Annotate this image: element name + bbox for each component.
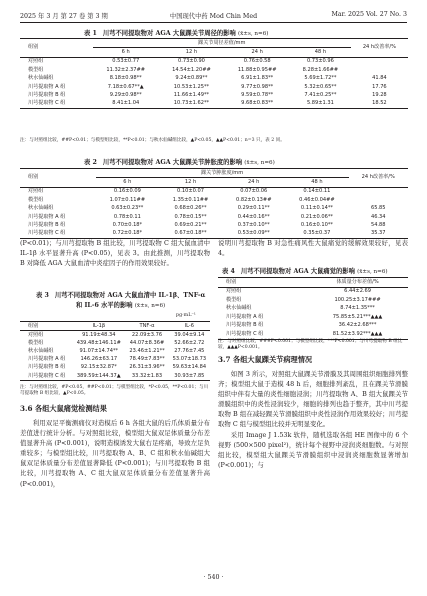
table2-col-48h: 48 h (311, 179, 323, 186)
row-improvement-rate (349, 187, 409, 196)
row-value: 0.16±0.09 (113, 188, 141, 195)
row-value: 0.78±0.11 (113, 213, 141, 220)
table3-col-tnfa: TNF-α (139, 322, 155, 329)
row-value: 0.37±0.10** (237, 221, 270, 228)
row-value: 439.48±146.11# (76, 339, 121, 346)
row-group-name: 川芎提取物 C 组 (226, 330, 264, 337)
table4-col-group: 组别 (226, 278, 237, 285)
table-row (20, 356, 210, 364)
row-value: 0.63±0.23** (111, 205, 144, 212)
row-group-name: 模型组 (28, 339, 44, 346)
row-group-name: 对照组 (28, 188, 44, 195)
row-group-name: 秋水仙碱组 (28, 348, 54, 355)
table-row (218, 296, 408, 305)
row-value: 5.32±0.65** (304, 83, 337, 90)
table4-title: 川芎不同提取物对 AGA 大鼠痛觉的影响 (240, 268, 355, 275)
row-value: 36.42±2.68*** (338, 322, 377, 329)
table-row (218, 322, 408, 331)
row-value: 7.41±0.25** (304, 91, 337, 98)
row-value: 0.21±0.06** (300, 213, 333, 220)
row-group-name: 川芎提取物 A 组 (28, 83, 66, 90)
section-3-7-title: 3.7 各组大鼠踝关节病理情况 (218, 355, 313, 364)
row-value: 11.66±1.49** (173, 91, 210, 98)
row-value: 52.66±2.72 (174, 339, 205, 346)
table2 (20, 168, 408, 239)
table4-caption (222, 266, 388, 275)
right-col-para1: 说明川芎提取物 B 对急性痛风性大鼠痛觉的缓解效果较好，见表 4。 (218, 239, 408, 258)
row-value: 9.59±0.78** (241, 91, 274, 98)
row-value: 53.07±18.73 (172, 356, 207, 363)
row-group-name: 对照组 (226, 288, 242, 295)
row-value: 0.82±0.13## (235, 196, 272, 203)
row-group-name: 秋水仙碱组 (28, 205, 54, 212)
table-row (20, 372, 210, 381)
table1-label: 表 1 (84, 30, 97, 37)
table-row (20, 196, 408, 204)
row-value: 8.74±1.35*** (340, 305, 375, 312)
table-row (20, 66, 408, 74)
table1-caption (84, 28, 268, 37)
row-value: 30.93±7.85 (174, 372, 205, 379)
table-row (218, 330, 408, 339)
table2-group-header: 组别 (28, 174, 39, 181)
row-value: 0.14±0.11 (303, 188, 331, 195)
row-value: 0.29±0.11** (237, 205, 270, 212)
row-value: 7.18±0.67**▲ (107, 83, 144, 90)
table1-note: 注：与对照组比较，##P<0.01；与模型组比较，**P<0.01；与秋水仙碱组比较，▲P<0.05，▲▲P<0.01；n=3 只，表 2 同。 (20, 138, 285, 143)
row-group-name: 川芎提取物 B 组 (28, 364, 66, 371)
row-value: 0.44±0.16** (237, 213, 270, 220)
row-value: 26.31±3.96** (129, 364, 165, 371)
table3-col-group: 组别 (28, 322, 39, 329)
row-value: 100.25±3.17### (334, 296, 381, 303)
left-col-para1: (P<0.01)；与川芎提取物 B 组比较，川芎提取物 C 组大鼠血清中 IL-1β 水平显著升高 (P<0.05)，见表 3。由此推测，川芎提取物 B 对降低 AGA 大鼠血清中炎症因子的作用效果较好。 (20, 239, 210, 268)
row-group-name: 秋水仙碱组 (226, 305, 252, 312)
header-journal: 中国现代中药 Mod Chin Med (169, 13, 258, 20)
table-row (20, 331, 210, 340)
header-issue: 2025 年 3 月 第 27 卷 第 3 期 (20, 13, 108, 20)
row-group-name: 模型组 (28, 196, 44, 203)
table3-col-il6: IL-6 (184, 322, 195, 329)
row-value: 22.09±3.76 (131, 331, 163, 338)
row-improvement-rate: 41.84 (372, 75, 387, 82)
row-value: 0.35±0.37 (303, 230, 331, 237)
row-value: 9.24±0.89** (175, 75, 208, 82)
row-value: 23.46±1.21** (129, 348, 165, 355)
row-value: 0.10±0.07 (177, 188, 204, 195)
section-3-7-para1: 如图 3 所示，对照组大鼠踝关节滑膜及其周围组织细胞排列整齐；模型组大鼠于造模 48 h 后，细胞排列紊乱，且在踝关节滑膜组织中伴有大量的炎性细胞浸润；川芎提取物 A、B 组大鼠踝关节滑膜组织中的炎性浸润较少，细胞的排列也趋于整齐，其中川芎提取物 B 组在减轻踝关节滑膜组织中炎性浸润作用效果较好；川芎提取物 C 组与模型组比较并无明显变化。 (218, 370, 408, 429)
table4-col-weight: 体质量分布差值/% (336, 278, 379, 285)
row-value: 0.70±0.18* (112, 221, 143, 228)
page-number: · 540 · (203, 574, 224, 581)
row-value: 9.68±0.83** (241, 100, 274, 107)
row-improvement-rate: 35.37 (370, 230, 386, 237)
table1-rate-header: 24 h改善率/% (362, 44, 396, 51)
table-row (20, 213, 408, 221)
table2-span-header: 踝关节肿胀度/mm (96, 169, 349, 178)
row-improvement-rate (351, 66, 408, 74)
table4-note: 注：与对照组比较，###P<0.001；与模型组比较，***P<0.001；与川芎提取物 B 组比较，▲▲▲P<0.001。 (218, 339, 403, 350)
table1-col-6h: 6 h (121, 49, 130, 56)
row-group-name: 川芎提取物 B 组 (226, 322, 264, 329)
table-row (20, 348, 210, 356)
row-group-name: 川芎提取物 C 组 (28, 372, 66, 379)
table1-title: 川芎不同提取物对 AGA 大鼠踝关节周径的影响 (102, 30, 236, 37)
row-value: 0.78±0.15** (174, 213, 207, 220)
row-value: 0.68±0.26** (174, 205, 207, 212)
table1-col-48h: 48 h (314, 49, 327, 56)
left-col-paragraph (20, 238, 210, 268)
section-3-7-body (218, 369, 408, 470)
row-value: 10.73±1.62** (173, 100, 210, 107)
table4-stat: (x̄±s, n=6) (357, 269, 388, 275)
table3-unit: pg·mL⁻¹ (176, 313, 196, 318)
section-3-6-body (20, 418, 210, 489)
table-row (20, 205, 408, 213)
table2-col-24h: 24 h (248, 179, 260, 186)
table3-note: 注：与对照组比较，#P<0.05，##P<0.01；与模型组比较，*P<0.05，**P<0.01；与川芎提取物 B 组比较，▲P<0.05。 (20, 385, 209, 396)
row-value: 92.15±32.87* (80, 364, 117, 371)
table1-col-12h: 12 h (185, 49, 198, 56)
table-row (20, 91, 408, 99)
row-value: 11.88±0.95## (237, 66, 277, 73)
row-value: 75.85±5.21***▲▲▲ (332, 313, 383, 320)
table-row (218, 313, 408, 322)
table-row (20, 339, 210, 347)
row-value: 91.19±48.34 (82, 331, 116, 338)
table3-caption (36, 290, 205, 299)
row-value: 0.46±0.04## (299, 196, 335, 203)
table-row (20, 83, 408, 91)
row-group-name: 川芎提取物 B 组 (28, 221, 66, 228)
row-improvement-rate: 65.85 (370, 205, 386, 212)
table3-stat: (x̄±s, n=6) (134, 303, 166, 309)
table1-col-24h: 24 h (251, 49, 263, 56)
row-value: 33.32±1.83 (131, 372, 163, 379)
row-value: 0.53±0.77 (112, 58, 140, 65)
table-row (218, 287, 408, 296)
row-improvement-rate: 17.76 (372, 83, 387, 90)
row-value: 59.63±14.84 (172, 364, 207, 371)
table2-rate-header: 24 h改善率/% (361, 174, 395, 181)
row-value: 81.52±3.92***▲▲▲ (332, 330, 383, 337)
row-group-name: 川芎提取物 A 组 (28, 213, 66, 220)
right-col-paragraph (218, 238, 408, 258)
table2-col-12h: 12 h (184, 179, 197, 186)
row-improvement-rate: 46.34 (370, 213, 386, 220)
row-group-name: 模型组 (28, 66, 44, 73)
table-row (20, 57, 408, 66)
table3-title-1: 川芎不同提取物对 AGA 大鼠血清中 IL-1β、TNF-α (54, 292, 206, 299)
section-3-6-title: 3.6 各组大鼠痛觉检测结果 (20, 404, 107, 413)
row-value: 6.44±2.69 (344, 288, 372, 295)
row-improvement-rate: 54.88 (370, 221, 386, 228)
section-3-6-para: 利用双足平衡测痛仪对造模后 6 h 各组大鼠的后爪体质量分布差值进行统计分析。与对照组比较，模型组大鼠双足体质量分布差值显著升高 (P<0.001)，说明造模诱发大鼠右足疼痛，导致左足负重较多；与模型组比较，川芎提取物 A、B、C 组和秋水仙碱组大鼠双足体质量分布差值显著降低 (P<0.001)；与川芎提取物 B 组比较，川芎提取物 A、C 组大鼠双足体质量分布差值显著升高 (P<0.001)， (20, 419, 210, 488)
row-value: 91.07±14.74** (79, 348, 119, 355)
running-header (20, 10, 407, 23)
row-value: 0.16±0.10** (300, 221, 333, 228)
row-value: 1.35±0.11## (172, 196, 209, 203)
table1-span-header: 踝关节周径差值/mm (93, 39, 351, 48)
row-value: 1.07±0.11## (109, 196, 146, 203)
table-row (20, 221, 408, 229)
row-value: 0.73±0.90 (177, 58, 205, 65)
table2-stat: (x̄±s, n=6) (244, 160, 275, 166)
row-value: 0.69±0.21** (174, 221, 207, 228)
row-value: 10.53±1.25** (173, 83, 210, 90)
table-row (20, 75, 408, 83)
row-value: 5.89±1.31 (306, 100, 334, 107)
row-value: 0.11±0.14** (300, 205, 333, 212)
row-value: 8.28±1.66## (302, 66, 339, 73)
table2-col-6h: 6 h (123, 179, 132, 186)
row-value: 8.41±1.04 (112, 100, 140, 107)
table-row (20, 100, 408, 109)
section-3-7-para2: 采用 Image J 1.53k 软件，随机选取各组 HE 图像中的 6 个视野 (500×500 pixel²)，统计每个视野中浸润炎细胞数。与对照组比较，模型组大鼠踝关节滑膜组织中浸润炎细胞数显著增加 (P<0.001)；与 (218, 430, 408, 469)
row-group-name: 模型组 (226, 296, 242, 303)
table3-label: 表 3 (36, 292, 49, 299)
header-issue-en: Mar. 2025 Vol. 27 No. 3 (331, 11, 407, 18)
row-value: 8.18±0.98** (109, 75, 142, 82)
row-value: 0.76±0.58 (243, 58, 271, 65)
row-group-name: 对照组 (28, 58, 44, 65)
row-value: 0.67±0.18** (174, 230, 207, 237)
row-group-name: 川芎提取物 B 组 (28, 91, 66, 98)
row-value: 6.91±1.83** (241, 75, 274, 82)
row-value: 146.26±63.17 (80, 356, 118, 363)
row-value: 0.07±0.06 (240, 188, 268, 195)
row-value: 9.77±0.98** (241, 83, 274, 90)
row-value: 0.53±0.09** (237, 230, 270, 237)
table-row (20, 187, 408, 196)
row-value: 389.59±144.37▲ (76, 372, 121, 379)
row-improvement-rate (349, 196, 409, 204)
table3-title-2: 和 IL-6 水平的影响 (76, 302, 133, 309)
table-row (218, 305, 408, 314)
row-improvement-rate: 19.28 (372, 91, 387, 98)
row-value: 44.07±8.36# (129, 339, 165, 346)
table2-caption (84, 157, 275, 166)
table2-label: 表 2 (84, 159, 97, 166)
row-value: 0.73±0.96 (306, 58, 334, 65)
row-improvement-rate: 18.52 (372, 100, 387, 107)
row-group-name: 川芎提取物 A 组 (28, 356, 66, 363)
row-group-name: 秋水仙碱组 (28, 75, 54, 82)
row-value: 27.76±7.45 (174, 348, 205, 355)
row-value: 14.54±1.20## (172, 66, 211, 73)
table1 (20, 38, 408, 109)
row-value: 0.72±0.18* (112, 230, 143, 237)
row-group-name: 川芎提取物 C 组 (28, 230, 66, 237)
row-value: 78.49±7.83** (129, 356, 165, 363)
table3 (20, 321, 210, 381)
table1-group-header: 组别 (28, 44, 39, 51)
row-value: 11.32±2.37## (106, 66, 146, 73)
row-group-name: 川芎提取物 C 组 (28, 100, 66, 107)
table4 (218, 277, 408, 340)
table3-col-il1b: IL-1β (92, 322, 106, 329)
row-group-name: 对照组 (28, 331, 44, 338)
row-value: 39.04±9.14 (174, 331, 205, 338)
table-row (20, 364, 210, 372)
row-value: 5.69±1.72** (304, 75, 337, 82)
row-value: 9.29±0.98** (109, 91, 142, 98)
table4-label: 表 4 (222, 268, 235, 275)
row-improvement-rate (351, 57, 408, 66)
table2-title: 川芎不同提取物对 AGA 大鼠踝关节肿胀度的影响 (102, 159, 243, 166)
row-group-name: 川芎提取物 A 组 (226, 313, 264, 320)
table3-caption-2 (76, 300, 165, 309)
table1-stat: (x̄±s, n=6) (237, 31, 269, 37)
